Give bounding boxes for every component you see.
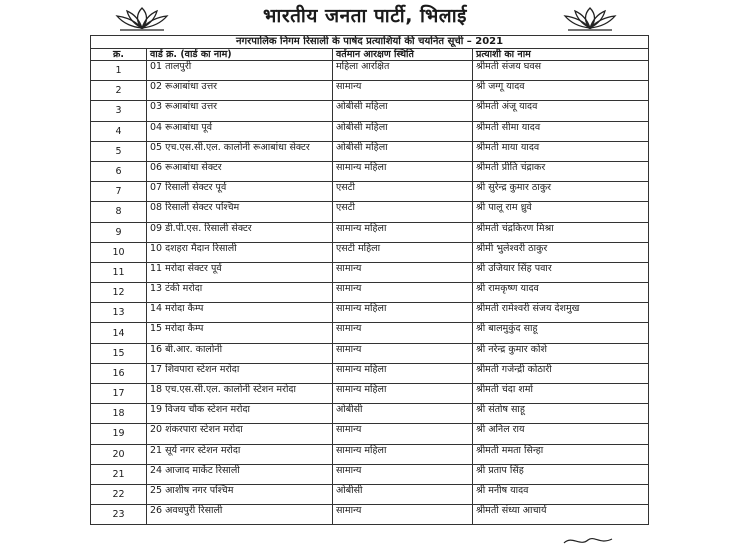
table-row <box>91 363 649 383</box>
lotus-icon <box>560 4 620 32</box>
cell-candidate: श्रीमती संजय घवस <box>473 61 649 81</box>
cell-candidate: श्रीमती गजेन्द्री कोठारी <box>473 363 649 383</box>
cell-reservation: सामान्य <box>333 464 473 484</box>
cell-reservation: ओबीसी महिला <box>333 101 473 121</box>
cell-candidate: श्री जग्गू यादव <box>473 81 649 101</box>
cell-ward: 21 सूर्य नगर स्टेशन मरोदा <box>147 444 333 464</box>
cell-candidate: श्रीमती चंदा शर्मा <box>473 384 649 404</box>
cell-candidate: श्रीमती रामेश्वरी संजय देशमुख <box>473 303 649 323</box>
cell-reservation: सामान्य महिला <box>333 161 473 181</box>
table-row <box>91 161 649 181</box>
cell-candidate: श्री पालू राम ध्रुवे <box>473 202 649 222</box>
cell-ward: 24 आजाद मार्केट रिसाली <box>147 464 333 484</box>
cell-candidate: श्रीमती सीमा यादव <box>473 121 649 141</box>
cell-serial: 23 <box>91 505 147 525</box>
cell-serial: 3 <box>91 101 147 121</box>
cell-serial: 12 <box>91 283 147 303</box>
cell-ward: 17 शिवपारा स्टेशन मरोदा <box>147 363 333 383</box>
cell-candidate: श्री बालमुकुंद साहू <box>473 323 649 343</box>
table-row <box>91 303 649 323</box>
cell-serial: 20 <box>91 444 147 464</box>
table-row <box>91 404 649 424</box>
cell-ward: 11 मरोदा सेक्टर पूर्व <box>147 262 333 282</box>
cell-ward: 19 विजय चौक स्टेशन मरोदा <box>147 404 333 424</box>
cell-reservation: महिला आरक्षित <box>333 61 473 81</box>
table-row <box>91 202 649 222</box>
cell-serial: 18 <box>91 404 147 424</box>
table-row <box>91 262 649 282</box>
cell-candidate: श्री रामकृष्ण यादव <box>473 283 649 303</box>
column-header-ward: वार्ड क्र. (वार्ड का नाम) <box>147 49 333 61</box>
column-header-reservation: वर्तमान आरक्षण स्थिति <box>333 49 473 61</box>
cell-candidate: श्री अनिल राय <box>473 424 649 444</box>
cell-ward: 13 टंकी मरोदा <box>147 283 333 303</box>
cell-candidate: श्रीमती चंद्रकिरण मिश्रा <box>473 222 649 242</box>
cell-serial: 13 <box>91 303 147 323</box>
cell-serial: 21 <box>91 464 147 484</box>
cell-serial: 22 <box>91 484 147 504</box>
table-row <box>91 323 649 343</box>
cell-ward: 20 शंकरपारा स्टेशन मरोदा <box>147 424 333 444</box>
cell-reservation: सामान्य <box>333 283 473 303</box>
cell-serial: 10 <box>91 242 147 262</box>
cell-reservation: सामान्य <box>333 424 473 444</box>
cell-serial: 14 <box>91 323 147 343</box>
table-body <box>91 61 649 525</box>
cell-ward: 16 बी.आर. कालोनी <box>147 343 333 363</box>
table-row <box>91 343 649 363</box>
cell-ward: 06 रूआबांधा सेक्टर <box>147 161 333 181</box>
cell-candidate: श्री प्रताप सिंह <box>473 464 649 484</box>
cell-ward: 18 एच.एस.सी.एल. कालोनी स्टेशन मरोदा <box>147 384 333 404</box>
cell-ward: 05 एच.एस.सी.एल. कालोनी रूआबांधा सेक्टर <box>147 141 333 161</box>
cell-reservation: एसटी <box>333 202 473 222</box>
cell-candidate: श्री संतोष साहू <box>473 404 649 424</box>
cell-reservation: सामान्य <box>333 262 473 282</box>
cell-serial: 8 <box>91 202 147 222</box>
cell-candidate: श्रीमती प्रीति चंद्राकर <box>473 161 649 181</box>
cell-ward: 10 दशहरा मैदान रिसाली <box>147 242 333 262</box>
table-row <box>91 505 649 525</box>
cell-serial: 7 <box>91 182 147 202</box>
table-row <box>91 384 649 404</box>
cell-ward: 14 मरोदा कैम्प <box>147 303 333 323</box>
cell-reservation: ओबीसी <box>333 484 473 504</box>
cell-ward: 08 रिसाली सेक्टर पश्चिम <box>147 202 333 222</box>
table-row <box>91 121 649 141</box>
cell-reservation: ओबीसी महिला <box>333 141 473 161</box>
candidate-list-table <box>90 35 649 525</box>
cell-serial: 6 <box>91 161 147 181</box>
table-row <box>91 81 649 101</box>
cell-ward: 09 डी.पी.एस. रिसाली सेक्टर <box>147 222 333 242</box>
cell-candidate: श्रीमती माया यादव <box>473 141 649 161</box>
cell-reservation: एसटी महिला <box>333 242 473 262</box>
table-row <box>91 101 649 121</box>
cell-serial: 15 <box>91 343 147 363</box>
cell-ward: 26 अवधपुरी रिसाली <box>147 505 333 525</box>
signature-mark <box>560 531 620 548</box>
cell-reservation: सामान्य <box>333 505 473 525</box>
cell-serial: 17 <box>91 384 147 404</box>
table-row <box>91 182 649 202</box>
table-row <box>91 61 649 81</box>
table-row <box>91 242 649 262</box>
cell-reservation: सामान्य महिला <box>333 444 473 464</box>
cell-reservation: सामान्य महिला <box>333 222 473 242</box>
cell-candidate: श्री उजियार सिंह पवार <box>473 262 649 282</box>
cell-reservation: सामान्य महिला <box>333 384 473 404</box>
cell-serial: 11 <box>91 262 147 282</box>
cell-ward: 03 रूआबांधा उत्तर <box>147 101 333 121</box>
cell-serial: 2 <box>91 81 147 101</box>
cell-serial: 16 <box>91 363 147 383</box>
cell-serial: 4 <box>91 121 147 141</box>
table-row <box>91 222 649 242</box>
table-caption: नगरपालिक निगम रिसाली के पार्षद प्रत्याशियों की चयनित सूची – 2021 <box>91 36 649 49</box>
cell-reservation: सामान्य <box>333 323 473 343</box>
cell-ward: 15 मरोदा कैम्प <box>147 323 333 343</box>
page-header <box>0 0 730 34</box>
cell-reservation: ओबीसी महिला <box>333 121 473 141</box>
cell-candidate: श्री सुरेन्द्र कुमार ठाकुर <box>473 182 649 202</box>
table-row <box>91 444 649 464</box>
cell-reservation: एसटी <box>333 182 473 202</box>
column-header-serial: क्र. <box>91 49 147 61</box>
cell-candidate: श्रीमती संध्या आचार्य <box>473 505 649 525</box>
column-header-candidate: प्रत्याशी का नाम <box>473 49 649 61</box>
cell-candidate: श्रीमी भुलेश्वरी ठाकुर <box>473 242 649 262</box>
table-row <box>91 141 649 161</box>
cell-candidate: श्री मनीष यादव <box>473 484 649 504</box>
cell-reservation: ओबीसी <box>333 404 473 424</box>
cell-reservation: सामान्य <box>333 81 473 101</box>
cell-ward: 01 तालपुरी <box>147 61 333 81</box>
table-row <box>91 484 649 504</box>
cell-ward: 04 रूआबांधा पूर्व <box>147 121 333 141</box>
table-row <box>91 283 649 303</box>
cell-candidate: श्रीमती अंजू यादव <box>473 101 649 121</box>
cell-ward: 07 रिसाली सेक्टर पूर्व <box>147 182 333 202</box>
cell-serial: 19 <box>91 424 147 444</box>
cell-reservation: सामान्य <box>333 343 473 363</box>
cell-ward: 02 रूआबांधा उत्तर <box>147 81 333 101</box>
cell-serial: 5 <box>91 141 147 161</box>
cell-candidate: श्रीमती ममता सिन्हा <box>473 444 649 464</box>
cell-reservation: सामान्य महिला <box>333 303 473 323</box>
cell-serial: 1 <box>91 61 147 81</box>
cell-reservation: सामान्य महिला <box>333 363 473 383</box>
cell-candidate: श्री नरेन्द्र कुमार कोशे <box>473 343 649 363</box>
cell-ward: 25 आशीष नगर पश्चिम <box>147 484 333 504</box>
page-title: भारतीय जनता पार्टी, भिलाई <box>263 5 467 27</box>
table-row <box>91 464 649 484</box>
cell-serial: 9 <box>91 222 147 242</box>
table-row <box>91 424 649 444</box>
